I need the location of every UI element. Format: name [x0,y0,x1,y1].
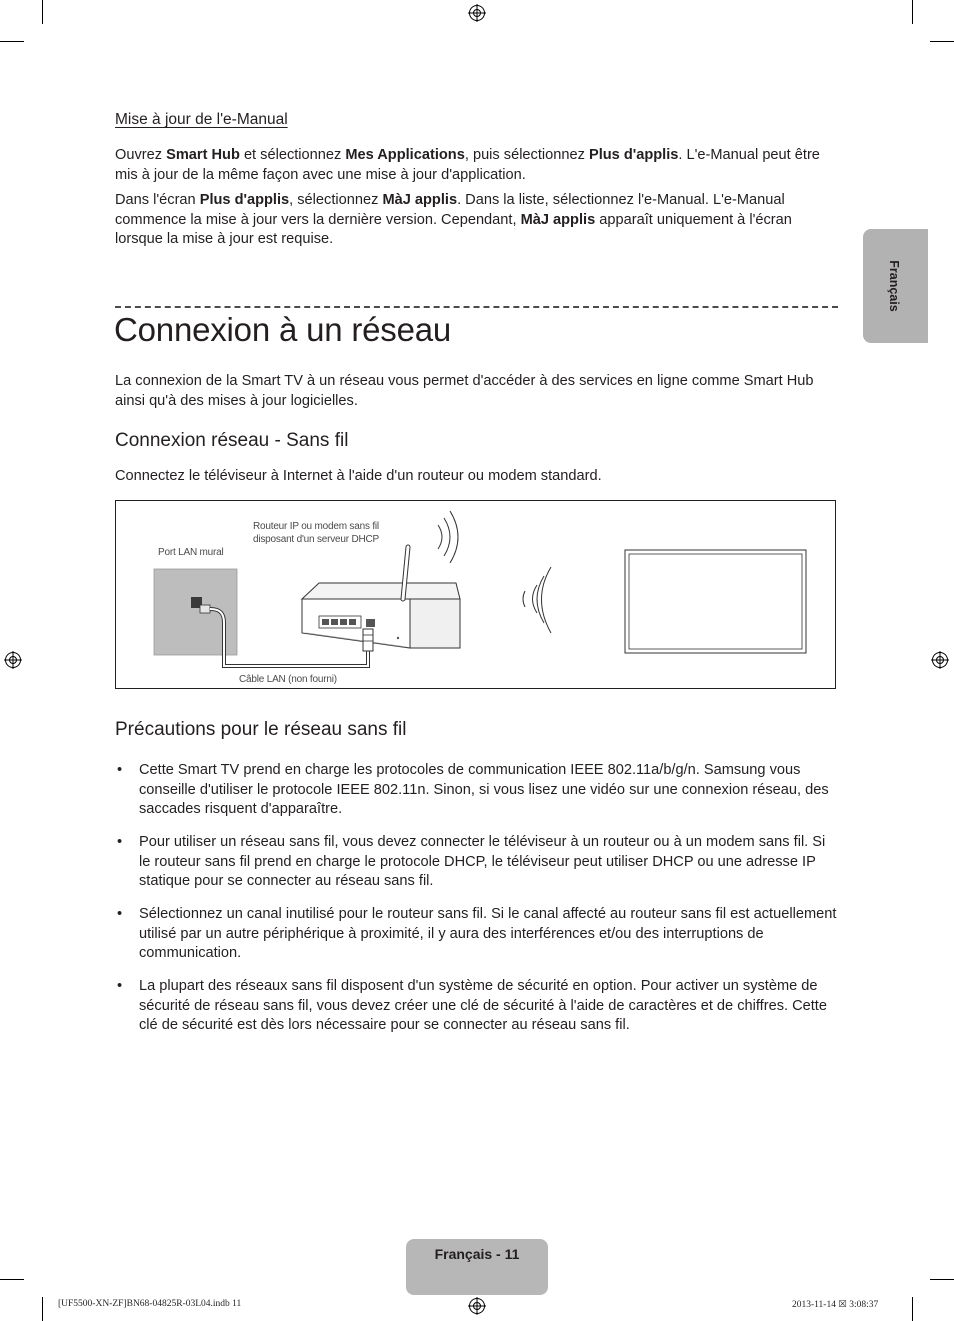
footer-timestamp: 2013-11-14 ☒ 3:08:37 [792,1300,879,1310]
crop-mark [912,0,913,24]
bold-term: Mes Applications [345,147,465,163]
language-side-tab-label: Français [887,260,901,312]
crop-mark [0,41,24,42]
page-number-tab [406,1239,548,1295]
tv-wave-icon [523,567,551,633]
label-router-line-2: disposant d'un serveur DHCP [253,534,380,545]
update-section-title: Mise à jour de l'e-Manual [115,111,288,128]
bullet-icon: • [117,978,123,994]
update-paragraph-2 [115,191,837,250]
lan-plug-icon [363,629,373,651]
list-item [115,905,838,964]
router-wave-icon [438,511,458,563]
text-run: et sélectionnez [239,147,346,163]
text-run: Dans l'écran [115,192,200,208]
page-number: Français - 11 [434,1246,520,1262]
label-wall-port: Port LAN mural [158,547,224,558]
list-item-text: Cette Smart TV prend en charge les protocoles de communication IEEE 802.11a/b/g/n. Samsung vous conseille d'utiliser le protocole IEEE 802.11n. Sinon, si vous lisez une vidéo sur une connexion réseau, des saccades risquent d'apparaître. [139,762,829,817]
language-side-tab [863,229,928,343]
list-item-text: Pour utiliser un réseau sans fil, vous devez connecter le téléviseur à un routeur ou à un modem sans fil. Si le routeur sans fil prend en charge le protocole DHCP, le téléviseur peut utiliser DHCP ou une adresse IP statique pour se connecter au réseau sans fil. [139,834,826,889]
crop-mark [0,1279,24,1280]
text-run: , sélectionnez [289,192,383,208]
crop-mark [930,41,954,42]
registration-mark-icon [4,651,22,669]
list-item-text: Sélectionnez un canal inutilisé pour le routeur sans fil. Si le canal affecté au routeur sans fil est actuellement utilisé par un autre périphérique à proximité, il y aura des interférences et/ou des interruptions de communication. [139,906,837,961]
registration-mark-icon [468,4,486,22]
precautions-list [115,761,838,1049]
bold-term: MàJ applis [382,192,458,208]
router-illustration [302,547,460,648]
crop-mark [42,1297,43,1321]
bold-term: MàJ applis [520,211,596,228]
crop-mark [912,1297,913,1321]
list-item-text: La plupart des réseaux sans fil disposent d'un système de sécurité en option. Pour activer un système de sécurité de réseau sans fil, vous devez créer une clé de sécurité à l'aide de caractères et de chiffres. Cette clé de sécurité est dès lors nécessaire pour se connecter au réseau sans fil. [139,978,827,1033]
bullet-icon: • [117,834,123,850]
list-item [115,833,838,892]
bold-term: Smart Hub [166,147,240,163]
label-lan-cable: Câble LAN (non fourni) [239,674,337,685]
crop-mark [930,1279,954,1280]
network-diagram [115,500,836,689]
text-run: . Dans la liste, sélectionnez l'e-Manual. L'e-Manual commence la mise à jour vers la dernière version. Cependant, [115,192,785,228]
wireless-text: Connectez le téléviseur à Internet à l'aide d'un routeur ou modem standard. [115,468,602,484]
bold-term: Plus d'applis [199,192,290,208]
crop-mark [42,0,43,24]
intro-paragraph: La connexion de la Smart TV à un réseau vous permet d'accéder à des services en ligne comme Smart Hub ainsi qu'à des mises à jour logicielles. [115,373,814,409]
label-router-line-1: Routeur IP ou modem sans fil [253,521,379,532]
page-title: Connexion à un réseau [114,311,452,348]
wireless-heading: Connexion réseau - Sans fil [115,430,349,451]
precautions-heading: Précautions pour le réseau sans fil [115,719,407,740]
network-diagram-illustration [116,501,837,690]
text-run: apparaît uniquement à l'écran lorsque la mise à jour est requise. [115,211,792,247]
list-item [115,977,838,1036]
text-run: , puis sélectionnez [464,147,589,163]
update-paragraph-1 [115,146,837,185]
bullet-icon: • [117,906,123,922]
label-router [253,520,379,546]
registration-mark-icon [468,1297,486,1315]
tv-illustration [625,550,806,653]
section-divider [115,306,838,308]
text-run: . L'e-Manual peut être mis à jour de la même façon avec une mise à jour d'application. [115,147,820,183]
bold-term: Plus d'applis [588,147,679,163]
footer-file-info: [UF5500-XN-ZF]BN68-04825R-03L04.indb 11 [58,1299,242,1309]
list-item [115,761,838,820]
text-run: Ouvrez [115,147,167,163]
bullet-icon: • [117,762,123,778]
registration-mark-icon [931,651,949,669]
